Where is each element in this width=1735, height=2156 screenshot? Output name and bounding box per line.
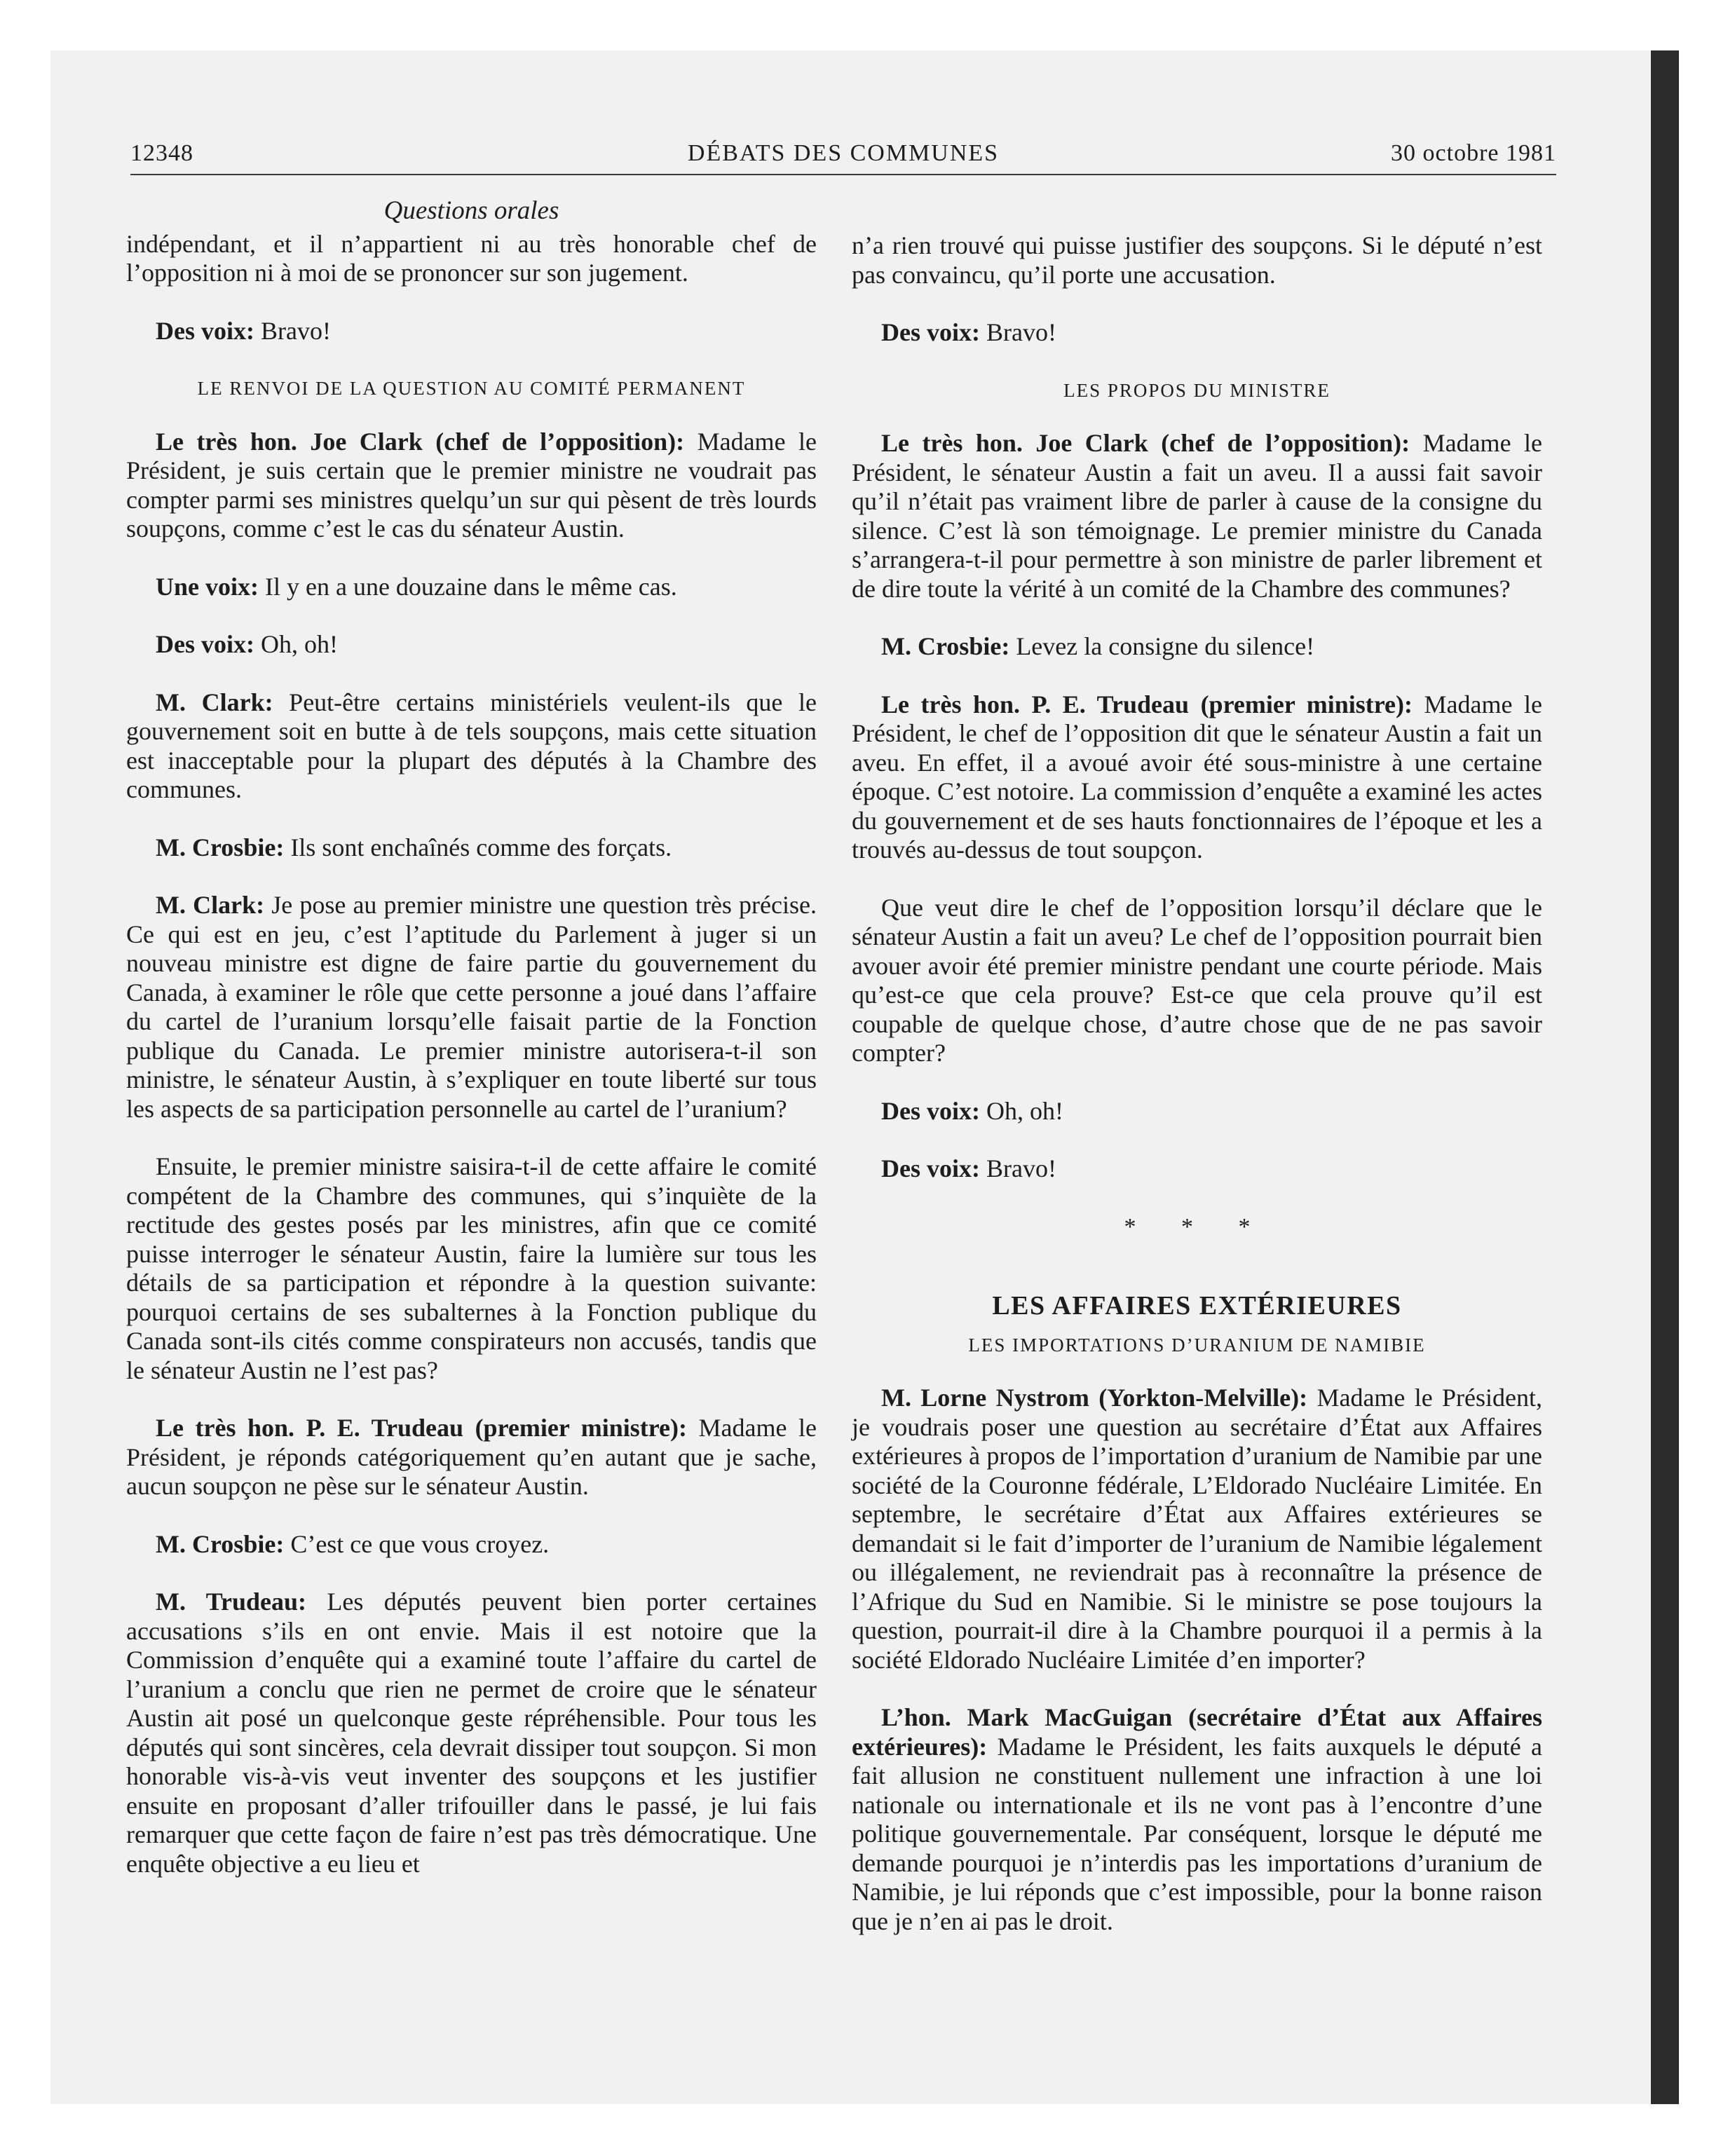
- speech: Madame le Président, je voudrais poser une question au secrétaire d’État aux Affaires extérieures à propos de l’importation d’uranium de Namibie par une société de la Couronne fédérale, L’Eldorado Nucléaire Limitée. En septembre, le secrétaire d’État aux Affaires extérieures se demandait si le fait d’importer de l’uranium de Namibie légalement ou illégalement, ne reviendrait pas à reconnaître la présence de l’Afrique du Sud en Namibie. Si le ministre se pose toujours la question, pourrait-il dire à la Chambre pourquoi il a permis à la société Eldorado Nucléaire Limitée d’en importer?: [852, 1384, 1542, 1674]
- speaker: M. Clark:: [156, 688, 273, 716]
- speech: Madame le Président, les faits auxquels le député a fait allusion ne constituent nullement une infraction à une loi nationale ou internationale et ils ne vont pas à l’encontre d’une politique gouvernementale. Par conséquent, lorsque le député me demande pourquoi je n’interdis pas les importations d’uranium de Namibie, je lui réponds que c’est impossible, pour la bonne raison que je n’en ai pas le droit.: [852, 1732, 1542, 1935]
- speaker: M. Crosbie:: [881, 632, 1010, 660]
- speech: Peut-être certains ministériels veulent-ils que le gouvernement soit en butte à de tels soupçons, mais cette situation est inacceptable pour la plupart des députés à la Chambre des communes.: [126, 688, 817, 803]
- paragraph: [852, 632, 1542, 662]
- paragraph: indépendant, et il n’appartient ni au très honorable chef de l’opposition ni à moi de se prononcer sur son jugement.: [126, 229, 817, 287]
- paragraph: [126, 891, 817, 1124]
- paragraph: [852, 1097, 1542, 1126]
- paragraph: [126, 1530, 817, 1560]
- paragraph: [126, 1588, 817, 1878]
- speech: Il y en a une douzaine dans le même cas.: [259, 572, 677, 601]
- speech: Bravo!: [254, 316, 331, 345]
- left-column: [126, 196, 817, 1907]
- speaker: M. Crosbie:: [156, 1529, 285, 1558]
- speaker: Des voix:: [156, 630, 254, 658]
- speech: Bravo!: [979, 1154, 1056, 1182]
- paragraph: [126, 428, 817, 544]
- paragraph: n’a rien trouvé qui puisse justifier des soupçons. Si le député n’est pas convaincu, qu’il porte une accusation.: [852, 231, 1542, 289]
- speaker: L’hon. Mark MacGuigan (secrétaire d’État aux Affaires extérieures):: [852, 1703, 1542, 1761]
- speech: C’est ce que vous croyez.: [284, 1529, 550, 1558]
- speaker: Des voix:: [881, 318, 980, 346]
- speaker: M. Clark:: [156, 891, 265, 919]
- paragraph: [852, 1703, 1542, 1936]
- section-separator: * * *: [1124, 1213, 1270, 1240]
- paragraph: [852, 690, 1542, 865]
- speaker: Le très hon. P. E. Trudeau (premier ministre):: [156, 1414, 687, 1442]
- speaker: Le très hon. P. E. Trudeau (premier ministre):: [881, 690, 1413, 718]
- speech: Je pose au premier ministre une question très précise. Ce qui est en jeu, c’est l’aptitude du Parlement à juger si un nouveau ministre est digne de faire partie du gouvernement du Canada, à examiner le rôle que cette personne a joué dans l’affaire du cartel de l’uranium lorsqu’elle faisait partie de la Fonction publique du Canada. Le premier ministre autorisera-t-il son ministre, le sénateur Austin, à s’expliquer en toute liberté sur tous les aspects de sa participation personnelle au cartel de l’uranium?: [126, 891, 817, 1123]
- speech: Levez la consigne du silence!: [1009, 632, 1315, 660]
- paragraph: [126, 688, 817, 805]
- speaker: Le très hon. Joe Clark (chef de l’opposition):: [881, 429, 1410, 457]
- section-heading: LES AFFAIRES EXTÉRIEURES: [992, 1291, 1402, 1321]
- speech: Madame le Président, je réponds catégoriquement qu’en autant que je sache, aucun soupçon ne pèse sur le sénateur Austin.: [126, 1414, 817, 1500]
- paragraph: [126, 317, 817, 346]
- issue-date: 30 octobre 1981: [1391, 140, 1556, 166]
- speaker: Le très hon. Joe Clark (chef de l’opposition):: [156, 427, 685, 456]
- paragraph: [852, 429, 1542, 603]
- header-rule: [130, 174, 1556, 175]
- subheading: LE RENVOI DE LA QUESTION AU COMITÉ PERMANENT: [197, 378, 746, 399]
- paragraph: [852, 1154, 1542, 1184]
- speech: Bravo!: [979, 318, 1056, 346]
- subheading: LES PROPOS DU MINISTRE: [1063, 379, 1331, 401]
- speaker: Une voix:: [156, 572, 259, 601]
- speech: Ils sont enchaînés comme des forçats.: [284, 833, 672, 861]
- running-header: [130, 140, 1556, 174]
- speaker: M. Crosbie:: [156, 833, 285, 861]
- paragraph: Que veut dire le chef de l’opposition lorsqu’il déclare que le sénateur Austin a fait un aveu? Le chef de l’opposition pourrait bien avouer avoir été premier ministre pendant une courte période. Mais qu’est-ce que cela prouve? Est-ce que cela prouve qu’il est coupable de quelque chose, d’autre chose que de ne pas savoir compter?: [852, 893, 1542, 1067]
- speaker: Des voix:: [881, 1096, 980, 1125]
- speaker: M. Lorne Nystrom (Yorkton-Melville):: [881, 1384, 1308, 1412]
- right-column: [852, 231, 1542, 1965]
- speech: Madame le Président, je suis certain que le premier ministre ne voudrait pas compter parmi ses ministres quelqu’un sur qui pèsent de très lourds soupçons, comme c’est le cas du sénateur Austin.: [126, 427, 817, 543]
- page-number: 12348: [130, 140, 193, 166]
- subheading: LES IMPORTATIONS D’URANIUM DE NAMIBIE: [968, 1334, 1426, 1356]
- section-title: Questions orales: [383, 196, 559, 225]
- speaker: Des voix:: [881, 1154, 980, 1182]
- paragraph: [126, 833, 817, 863]
- binding-edge: [1651, 50, 1679, 2104]
- paragraph: Ensuite, le premier ministre saisira-t-il de cette affaire le comité compétent de la Chambre des communes, qui s’inquiète de la rectitude des gestes posés par les ministres, afin que ce comité puisse interroger le sénateur Austin, faire la lumière sur tous les détails de sa participation et répondre à la question suivante: pourquoi certains de ses subalternes à la Fonction publique du Canada sont-ils cités comme conspirateurs non accusés, tandis que le sénateur Austin ne l’est pas?: [126, 1152, 817, 1384]
- paragraph: [126, 630, 817, 660]
- speech: Madame le Président, le chef de l’opposition dit que le sénateur Austin a fait un aveu. En effet, il a avoué avoir été sous-ministre à une certaine époque. C’est notoire. La commission d’enquête a examiné les actes du gouvernement et de ses hauts fonctionnaires de l’époque et les a trouvés au-dessus de tout soupçon.: [852, 690, 1542, 864]
- paragraph: [126, 573, 817, 602]
- speech: Madame le Président, le sénateur Austin a fait un aveu. Il a aussi fait savoir qu’il n’était pas vraiment libre de parler à cause de la consigne du silence. C’est là son témoignage. Le premier ministre du Canada s’arrangera-t-il pour permettre à son ministre de parler librement et de dire toute la vérité à un comité de la Chambre des communes?: [852, 429, 1542, 603]
- speaker: Des voix:: [156, 316, 254, 345]
- paragraph: [126, 1414, 817, 1501]
- speech: Oh, oh!: [254, 630, 338, 658]
- speech: Les députés peuvent bien porter certaines accusations s’ils en ont envie. Mais il est notoire que la Commission d’enquête qui a examiné toute l’affaire du cartel de l’uranium a conclu que rien ne permet de croire que le sénateur Austin ait posé un quelconque geste répréhensible. Pour tous les députés qui sont sincères, cela devrait dissiper tout soupçon. Si mon honorable vis-à-vis veut inventer des soupçons et les justifier ensuite en proposant d’aller trifouiller dans le passé, je lui fais remarquer que cette façon de faire n’est pas très démocratique. Une enquête objective a eu lieu et: [126, 1588, 817, 1878]
- speech: Oh, oh!: [979, 1096, 1063, 1125]
- journal-title: DÉBATS DES COMMUNES: [687, 140, 1000, 166]
- paragraph: [852, 318, 1542, 348]
- speaker: M. Trudeau:: [156, 1588, 307, 1616]
- paragraph: [852, 1384, 1542, 1674]
